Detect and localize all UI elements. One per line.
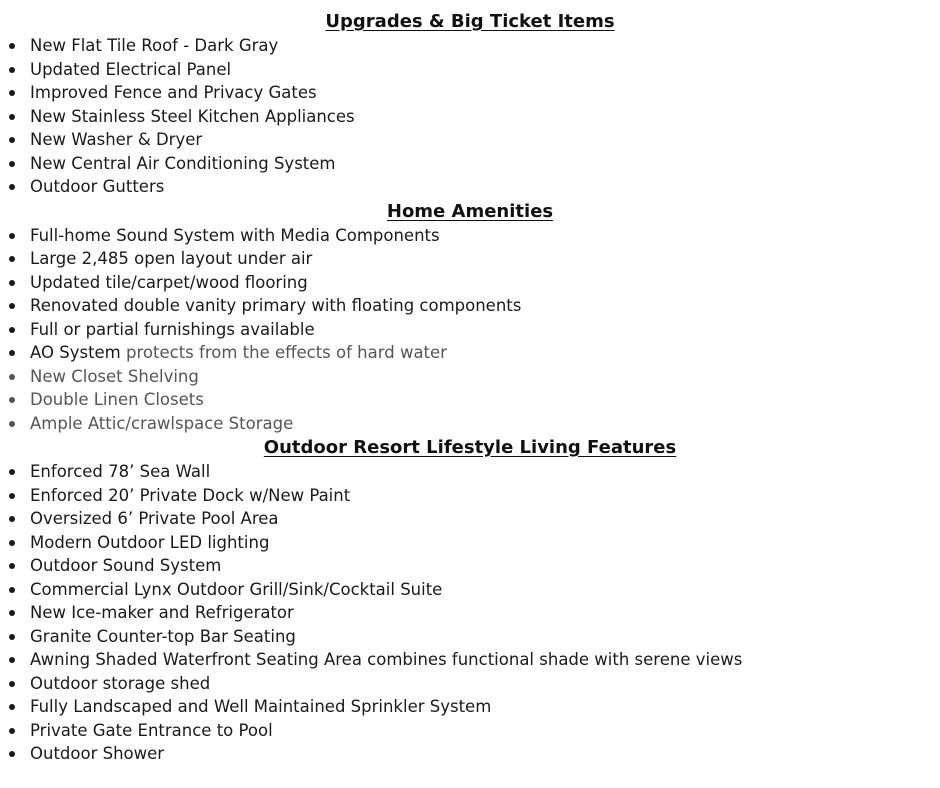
- bullet-icon: [9, 350, 15, 356]
- list-item: Granite Counter-top Bar Seating: [0, 625, 940, 649]
- bullet-icon: [9, 704, 15, 710]
- bullet-icon: [9, 397, 15, 403]
- bullet-icon: [9, 751, 15, 757]
- bullet-icon: [9, 421, 15, 427]
- list-item: New Stainless Steel Kitchen Appliances: [0, 105, 940, 129]
- list-item: Updated tile/carpet/wood flooring: [0, 271, 940, 295]
- list-item: Updated Electrical Panel: [0, 58, 940, 82]
- section-title-upgrades: Upgrades & Big Ticket Items: [325, 11, 615, 32]
- bullet-icon: [9, 43, 15, 49]
- list-item: Modern Outdoor LED lighting: [0, 531, 940, 555]
- bullet-icon: [9, 303, 15, 309]
- bullet-icon: [9, 67, 15, 73]
- list-outdoor: [0, 460, 940, 766]
- bullet-icon: [9, 374, 15, 380]
- bullet-icon: [9, 634, 15, 640]
- section-title-outdoor: Outdoor Resort Lifestyle Living Features: [263, 437, 677, 458]
- list-item: Fully Landscaped and Well Maintained Sprinkler System: [0, 695, 940, 719]
- bullet-icon: [9, 610, 15, 616]
- bullet-icon: [9, 327, 15, 333]
- list-item: Outdoor Gutters: [0, 175, 940, 199]
- list-item: New Ice-maker and Refrigerator: [0, 601, 940, 625]
- bullet-icon: [9, 161, 15, 167]
- bullet-icon: [9, 657, 15, 663]
- section-title-amenities: Home Amenities: [386, 200, 554, 222]
- list-item: Enforced 78’ Sea Wall: [0, 460, 940, 484]
- list-item: Awning Shaded Waterfront Seating Area combines functional shade with serene views: [0, 648, 940, 672]
- list-item: Double Linen Closets: [0, 388, 940, 412]
- bullet-icon: [9, 469, 15, 475]
- bullet-icon: [9, 137, 15, 143]
- list-item: Oversized 6’ Private Pool Area: [0, 507, 940, 531]
- bullet-icon: [9, 563, 15, 569]
- bullet-icon: [9, 280, 15, 286]
- bullet-icon: [9, 256, 15, 262]
- list-item: Full-home Sound System with Media Components: [0, 224, 940, 248]
- list-item: Renovated double vanity primary with floating components: [0, 294, 940, 318]
- list-amenities: [0, 224, 940, 436]
- list-item: New Closet Shelving: [0, 365, 940, 389]
- bullet-icon: [9, 493, 15, 499]
- list-item: Outdoor storage shed: [0, 672, 940, 696]
- bullet-icon: [9, 114, 15, 120]
- list-item: Large 2,485 open layout under air: [0, 247, 940, 271]
- list-item: Enforced 20’ Private Dock w/New Paint: [0, 484, 940, 508]
- list-item: New Flat Tile Roof - Dark Gray: [0, 34, 940, 58]
- list-item: Outdoor Sound System: [0, 554, 940, 578]
- list-item: AO System protects from the effects of hard water: [0, 341, 940, 365]
- bullet-icon: [9, 540, 15, 546]
- ao-system-description: protects from the effects of hard water: [120, 343, 447, 362]
- bullet-icon: [9, 728, 15, 734]
- bullet-icon: [9, 587, 15, 593]
- list-item: Improved Fence and Privacy Gates: [0, 81, 940, 105]
- bullet-icon: [9, 184, 15, 190]
- bullet-icon: [9, 516, 15, 522]
- bullet-icon: [9, 681, 15, 687]
- list-item: Ample Attic/crawlspace Storage: [0, 412, 940, 436]
- bullet-icon: [9, 233, 15, 239]
- list-item: Outdoor Shower: [0, 742, 940, 766]
- list-item: Private Gate Entrance to Pool: [0, 719, 940, 743]
- list-upgrades: [0, 34, 940, 199]
- list-item: New Central Air Conditioning System: [0, 152, 940, 176]
- list-item: Full or partial furnishings available: [0, 318, 940, 342]
- list-item: Commercial Lynx Outdoor Grill/Sink/Cocktail Suite: [0, 578, 940, 602]
- bullet-icon: [9, 90, 15, 96]
- list-item: New Washer & Dryer: [0, 128, 940, 152]
